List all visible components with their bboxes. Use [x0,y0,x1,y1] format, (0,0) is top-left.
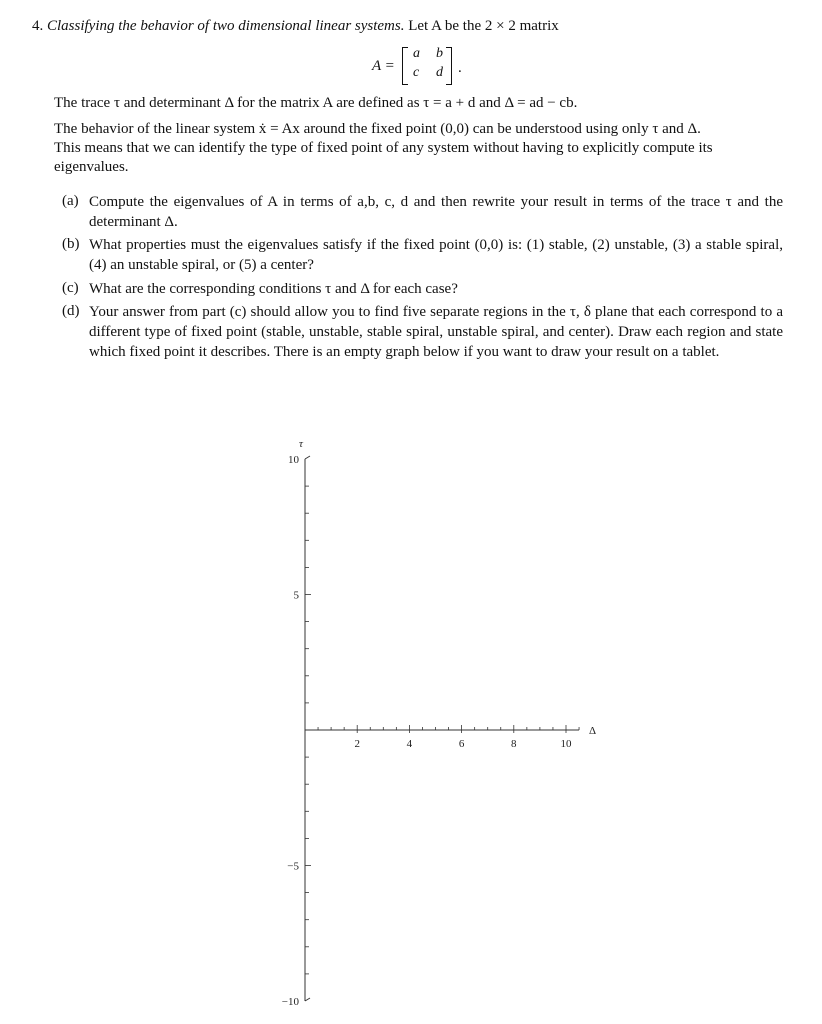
matrix-lhs: A = [372,58,395,74]
part-a-text: Compute the eigenvalues of A in terms of a,b, c, d and then rewrite your result in terms of the trace τ and the determinant Δ. [89,194,783,230]
problem-intro: Let A be the 2 × 2 matrix [408,18,559,34]
delta-tick-label: 8 [511,738,517,750]
part-d-text: Your answer from part (c) should allow you to find five separate regions in the τ, δ plane that each correspond to a different type of fixed point (stable, unstable, stable spiral, unstable spiral, and center). Draw each region and state which fixed point it describes. There is an empty graph below if you want to draw your result on a tablet. [89,304,783,360]
matrix-right-bracket [446,47,452,85]
problem-title: Classifying the behavior of two dimensional linear systems. [47,18,405,34]
delta-tick-label: 6 [458,738,465,750]
delta-tick-label: 2 [354,738,360,750]
matrix-entry-c: c [413,65,420,80]
part-a-label: (a) [62,193,79,209]
delta-axis-label: Δ [589,725,597,737]
matrix-left-bracket [402,47,408,85]
problem-heading [32,17,559,36]
tau-tick-label: −10 [281,996,299,1008]
behavior-line-3: eigenvalues. [54,159,129,175]
tau-axis-label: τ [299,438,303,450]
matrix-period: . [458,60,462,76]
delta-tick-label: 4 [406,738,413,750]
part-c-text: What are the corresponding conditions τ and Δ for each case? [89,281,458,297]
part-b-text: What properties must the eigenvalues satisfy if the fixed point (0,0) is: (1) stable, (2) unstable, (3) a stable spiral, (4) an unstable spiral, or (5) a center? [89,237,783,273]
part-c-label: (c) [62,280,79,296]
part-d-label: (d) [62,303,80,319]
matrix-entry-b: b [436,46,443,61]
tau-axis-bottom-cap [305,998,310,1001]
tau-tick-label: 5 [293,589,299,602]
tau-tick-label: 10 [288,454,299,466]
tau-axis-top-cap [305,456,310,459]
delta-tick-label: 10 [560,738,572,750]
problem-number: 4. [32,18,44,34]
matrix-entry-a: a [413,46,420,61]
part-b-label: (b) [62,236,80,252]
trace-definition: The trace τ and determinant Δ for the matrix A are defined as τ = a + d and Δ = ad − cb. [54,95,578,111]
matrix-entry-d: d [436,65,443,80]
behavior-line-2: This means that we can identify the type of fixed point of any system without having to explicitly compute its [54,140,713,156]
behavior-line-1: The behavior of the linear system ẋ = Ax around the fixed point (0,0) can be understood using only τ and Δ. [54,121,701,137]
tau-tick-label: −5 [287,860,299,873]
